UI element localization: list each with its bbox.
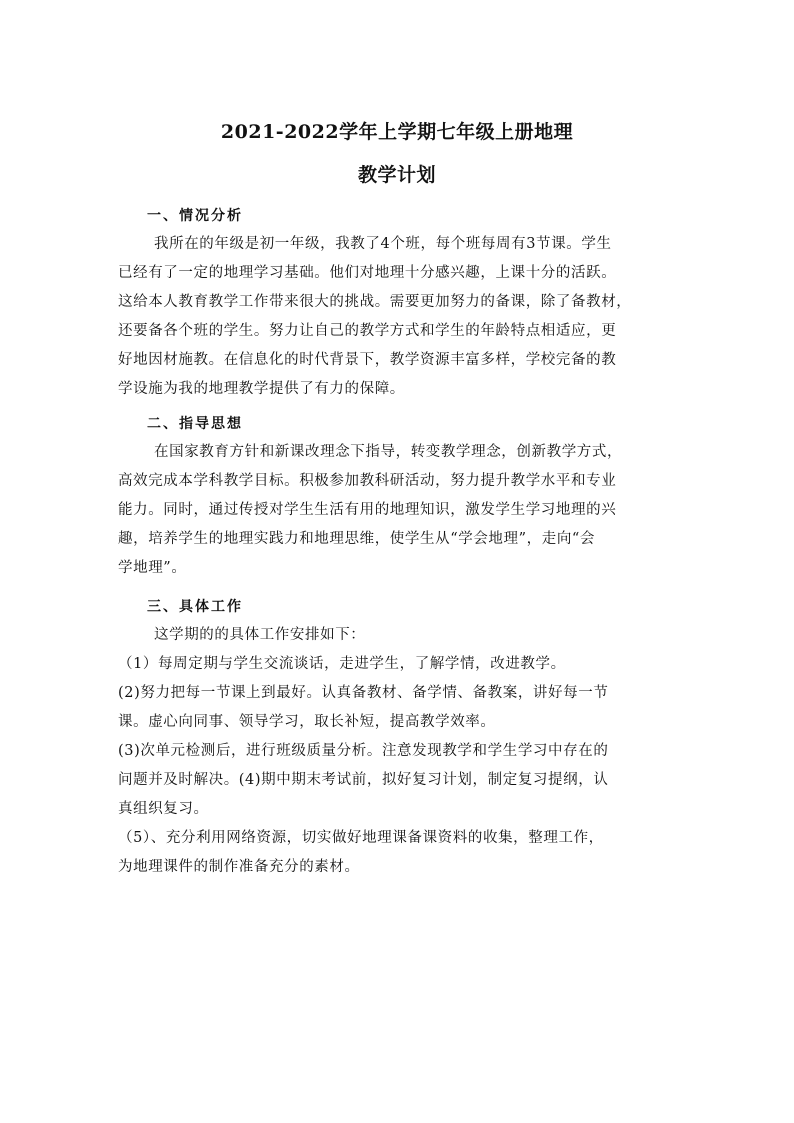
paragraph-line: 趣，培养学生的地理实践力和地理思维，使学生从“学会地理”，走向“会 bbox=[118, 531, 596, 547]
paragraph-line: 为地理课件的制作准备充分的素材。 bbox=[118, 859, 360, 875]
section-heading-situation: 一、情况分析 bbox=[147, 208, 243, 224]
paragraph-line: 这给本人教育教学工作带来很大的挑战。需要更加努力的备课，除了备教材， bbox=[118, 294, 632, 310]
paragraph-line: (3)次单元检测后，进行班级质量分析。注意发现教学和学生学习中存在的 bbox=[118, 743, 609, 759]
paragraph-line: 我所在的年级是初一年级，我教了4个班，每个班每周有3节课。学生 bbox=[154, 236, 612, 252]
paragraph-line: (2)努力把每一节课上到最好。认真备教材、备学情、备教案，讲好每一节 bbox=[118, 685, 609, 701]
paragraph-line: 好地因材施教。在信息化的时代背景下，教学资源丰富多样，学校完备的教 bbox=[118, 352, 617, 368]
paragraph-line: 还要备各个班的学生。努力让自己的教学方式和学生的年龄特点相适应，更 bbox=[118, 323, 617, 339]
section-body-specific-work bbox=[118, 621, 660, 882]
document-title: 2021-2022学年上学期七年级上册地理 bbox=[220, 121, 574, 143]
paragraph-line: 已经有了一定的地理学习基础。他们对地理十分感兴趣，上课十分的活跃。 bbox=[118, 265, 617, 281]
section-heading-specific-work: 三、具体工作 bbox=[147, 599, 243, 615]
paragraph-line: （5）、充分利用网络资源，切实做好地理课备课资料的收集，整理工作， bbox=[118, 830, 604, 846]
section-heading-guiding-ideas: 二、指导思想 bbox=[147, 416, 243, 432]
paragraph-line: 能力。同时，通过传授对学生生活有用的地理知识，激发学生学习地理的兴 bbox=[118, 502, 617, 518]
paragraph-line: 学设施为我的地理教学提供了有力的保障。 bbox=[118, 381, 405, 397]
paragraph-line: 真组织复习。 bbox=[118, 801, 209, 817]
paragraph-line: 这学期的的具体工作安排如下： bbox=[154, 627, 366, 643]
paragraph-line: 问题并及时解决。(4)期中期末考试前，拟好复习计划，制定复习提纲，认 bbox=[118, 772, 609, 788]
paragraph-line: 课。虚心向同事、领导学习，取长补短，提高教学效率。 bbox=[118, 714, 496, 730]
document-subtitle: 教学计划 bbox=[357, 164, 436, 186]
paragraph-line: 在国家教育方针和新课改理念下指导，转变教学理念，创新教学方式， bbox=[154, 444, 623, 460]
section-body-guiding-ideas bbox=[118, 438, 660, 583]
paragraph-line: 学地理”。 bbox=[118, 560, 187, 576]
paragraph-line: （1）每周定期与学生交流谈话，走进学生，了解学情，改进教学。 bbox=[118, 656, 566, 672]
section-body-situation bbox=[118, 230, 660, 404]
paragraph-line: 高效完成本学科教学目标。积极参加教科研活动，努力提升教学水平和专业 bbox=[118, 473, 617, 489]
